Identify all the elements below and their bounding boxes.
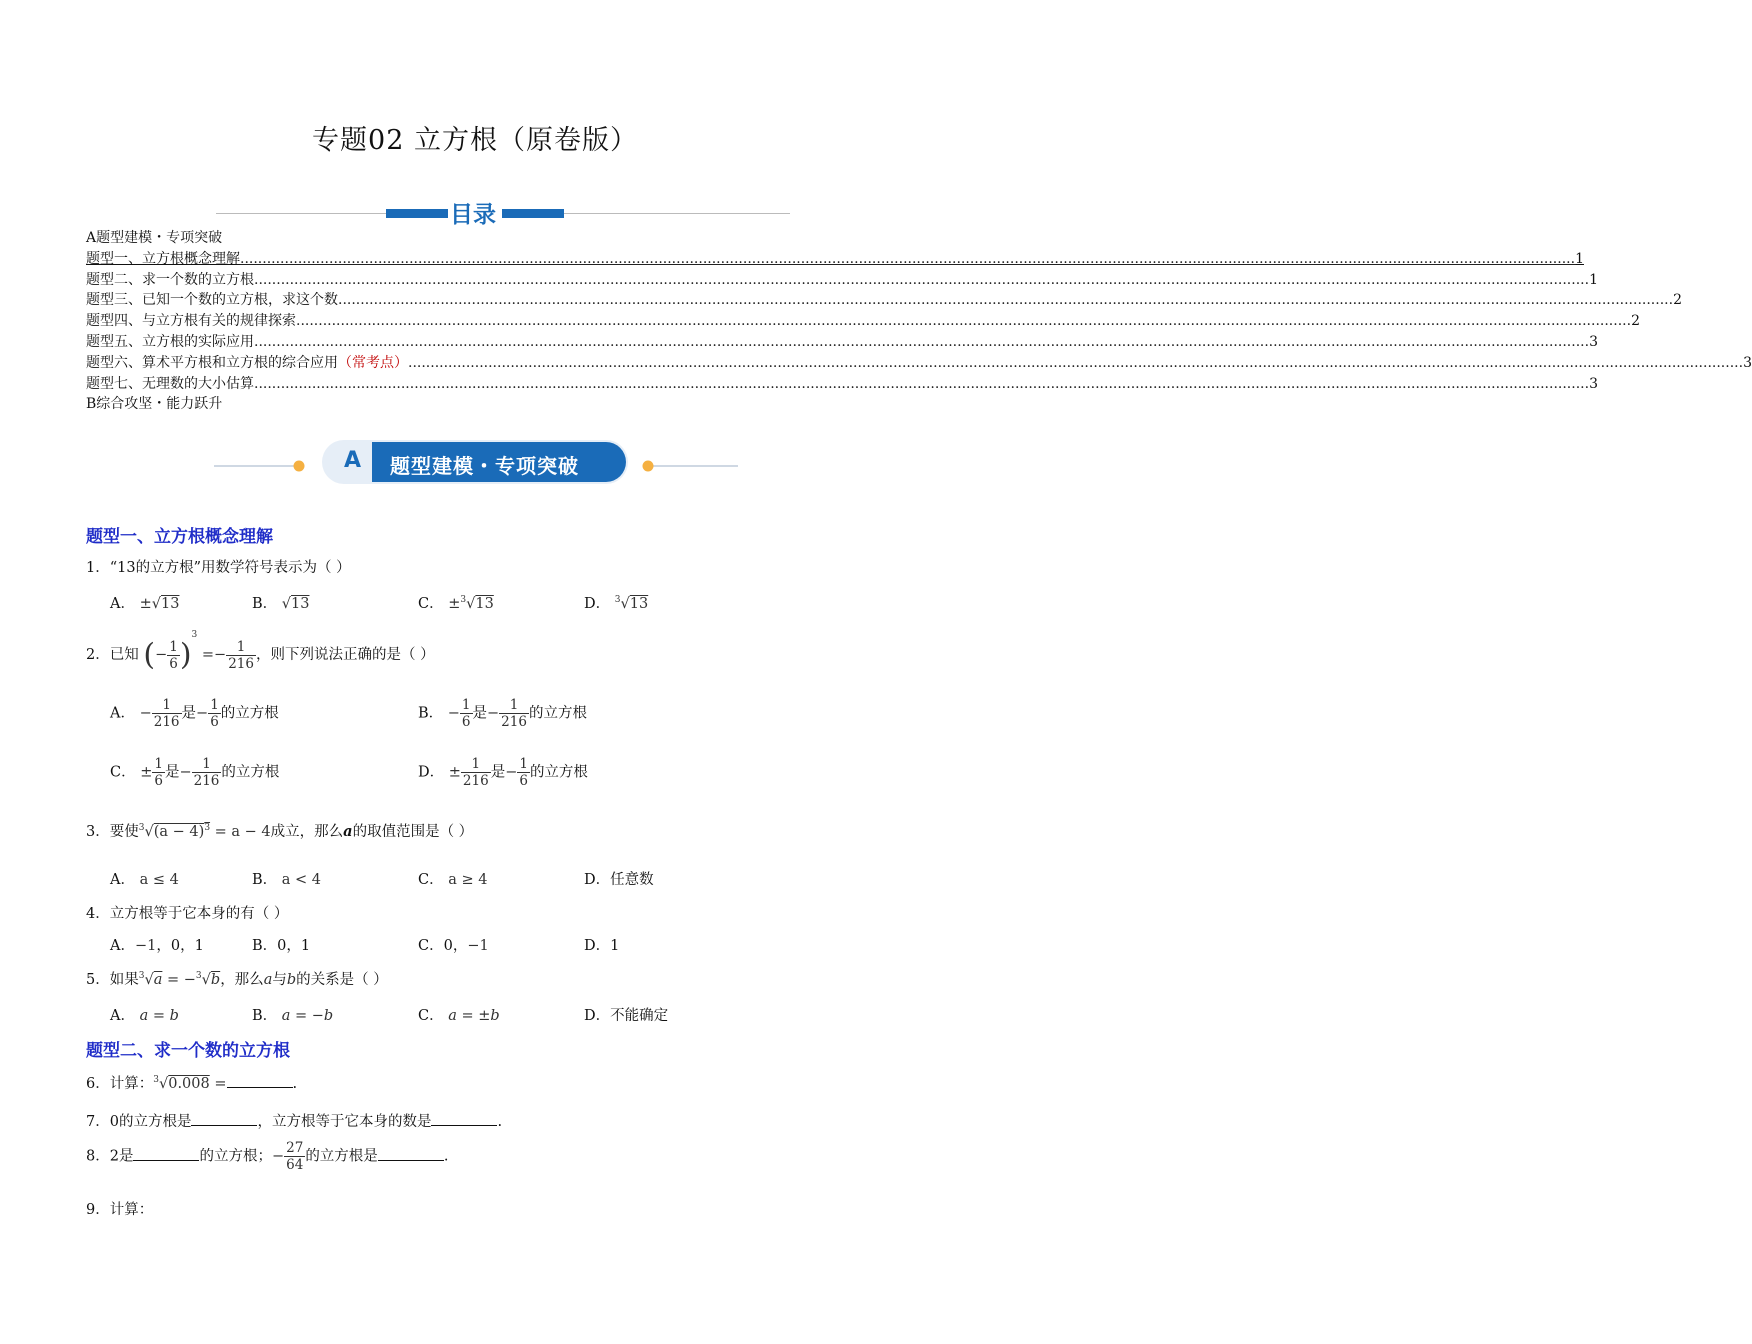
toc-leader: ............................................................................................................................................................................................................................................................................................................ bbox=[254, 375, 1590, 392]
toc-item-label: 题型四、与立方根有关的规律探索 bbox=[86, 313, 296, 330]
toc-item-label: 题型七、无理数的大小估算 bbox=[86, 375, 254, 392]
option-c: C． ± $\frac{1}{6}$ 是− $\frac{1}{216}$ 的立方根 bbox=[110, 756, 280, 789]
toc-page-number: 3 bbox=[1589, 333, 1598, 350]
section-heading: 题型二、求一个数的立方根 bbox=[86, 1041, 290, 1061]
toc-page-number: 3 bbox=[1743, 354, 1752, 371]
option-d: D．任意数 bbox=[584, 872, 654, 888]
toc-item-note: （常考点） bbox=[338, 354, 408, 371]
option-a: A． − $\frac{1}{216}$ 是− $\frac{1}{6}$ 的立方根 bbox=[110, 697, 279, 730]
option-b: B． a < 4 bbox=[252, 872, 322, 888]
toc-item[interactable] bbox=[86, 290, 1682, 311]
option-c: C．0，−1 bbox=[418, 938, 489, 954]
toc-item-label: 题型一、立方根概念理解 bbox=[86, 250, 240, 267]
toc-item[interactable] bbox=[86, 270, 1598, 291]
option-d: D．不能确定 bbox=[584, 1008, 669, 1024]
toc-part-b: B综合攻坚・能力跃升 bbox=[86, 396, 223, 413]
toc-heading bbox=[216, 196, 790, 228]
toc-item[interactable] bbox=[86, 353, 1752, 374]
toc-leader: ............................................................................................................................................................................................................................................................................................................ bbox=[240, 250, 1576, 267]
answer-blank[interactable] bbox=[133, 1146, 199, 1161]
option-a: A． ±√13 bbox=[110, 596, 180, 612]
option-b: B． √13 bbox=[252, 596, 310, 612]
question-4: 4．立方根等于它本身的有（ ） bbox=[86, 906, 289, 922]
section-heading: 题型一、立方根概念理解 bbox=[86, 527, 273, 547]
accent-bar bbox=[502, 209, 564, 218]
toc-page-number: 1 bbox=[1575, 250, 1584, 267]
toc-page-number: 1 bbox=[1589, 271, 1598, 288]
option-a: A． a ≤ 4 bbox=[110, 872, 179, 888]
toc-page-number: 3 bbox=[1589, 375, 1598, 392]
toc-part-a: A题型建模・专项突破 bbox=[86, 230, 223, 246]
option-c: C． ±$^3$√13 bbox=[418, 595, 494, 612]
question-5: 5．如果$^3$√a = −$^3$√b，那么a与b的关系是（ ） bbox=[86, 971, 388, 988]
toc-leader: ............................................................................................................................................................................................................................................................................................................ bbox=[254, 271, 1590, 288]
toc-leader: ............................................................................................................................................................................................................................................................................................................ bbox=[408, 354, 1744, 371]
option-a: A．−1，0，1 bbox=[110, 938, 204, 954]
toc-page-number: 2 bbox=[1673, 292, 1682, 309]
option-c: C． a = ±b bbox=[418, 1008, 500, 1024]
toc-leader: ............................................................................................................................................................................................................................................................................................................ bbox=[338, 292, 1674, 309]
toc-leader: ............................................................................................................................................................................................................................................................................................................ bbox=[254, 333, 1590, 350]
toc-heading-text: 目录 bbox=[450, 202, 496, 228]
toc-item[interactable] bbox=[86, 249, 1584, 270]
answer-blank[interactable] bbox=[227, 1073, 293, 1088]
answer-blank[interactable] bbox=[191, 1111, 257, 1126]
banner-letter: A bbox=[344, 448, 362, 473]
option-d: D． ± $\frac{1}{216}$ 是− $\frac{1}{6}$ 的立方根 bbox=[418, 756, 588, 789]
question-1: 1．“13的立方根”用数学符号表示为（ ） bbox=[86, 560, 351, 576]
accent-bar bbox=[386, 209, 448, 218]
toc-item-label: 题型三、已知一个数的立方根，求这个数 bbox=[86, 292, 338, 309]
option-b: B．0，1 bbox=[252, 938, 311, 954]
answer-blank[interactable] bbox=[431, 1111, 497, 1126]
question-3: 3．要使$^3√(a - 4)^3 = a - 4$成立，那么a的取值范围是（ ） bbox=[86, 823, 474, 840]
toc-item-label: 题型六、算术平方根和立方根的综合应用 bbox=[86, 354, 338, 371]
page-title: 专题02 立方根（原卷版） bbox=[312, 125, 638, 156]
option-c: C． a ≥ 4 bbox=[418, 872, 488, 888]
option-a: A． a = b bbox=[110, 1008, 179, 1024]
banner-text: 题型建模・专项突破 bbox=[390, 454, 579, 478]
question-2: 2．已知 (− $\frac{1}{6}$ )$^3$ =− $\frac{1}{216}$ ，则下列说法正确的是（ ） bbox=[86, 630, 435, 673]
question-9: 9．计算： bbox=[86, 1202, 154, 1218]
dot-icon bbox=[294, 461, 305, 472]
divider bbox=[216, 213, 386, 214]
option-d: D． $^3$√13 bbox=[584, 595, 649, 612]
question-8: 8．2是 的立方根；− $\frac{27}{64}$ 的立方根是 . bbox=[86, 1140, 449, 1173]
option-b: B． − $\frac{1}{6}$ 是− $\frac{1}{216}$ 的立方根 bbox=[418, 697, 587, 730]
divider bbox=[564, 213, 790, 214]
question-6: 6．计算：$^3$√0.008 = . bbox=[86, 1072, 297, 1093]
dot-icon bbox=[643, 461, 654, 472]
toc-item[interactable] bbox=[86, 311, 1640, 332]
toc-leader: ............................................................................................................................................................................................................................................................................................................ bbox=[296, 313, 1632, 330]
answer-blank[interactable] bbox=[378, 1146, 444, 1161]
option-d: D．1 bbox=[584, 938, 620, 954]
toc-item-label: 题型二、求一个数的立方根 bbox=[86, 271, 254, 288]
toc-item[interactable] bbox=[86, 332, 1598, 353]
toc-item[interactable] bbox=[86, 374, 1598, 395]
option-b: B． a = −b bbox=[252, 1008, 334, 1024]
table-of-contents bbox=[86, 228, 1752, 415]
toc-page-number: 2 bbox=[1631, 313, 1640, 330]
question-7: 7．0的立方根是 ，立方根等于它本身的数是 . bbox=[86, 1110, 502, 1131]
section-banner bbox=[214, 438, 738, 488]
toc-item-label: 题型五、立方根的实际应用 bbox=[86, 333, 254, 350]
